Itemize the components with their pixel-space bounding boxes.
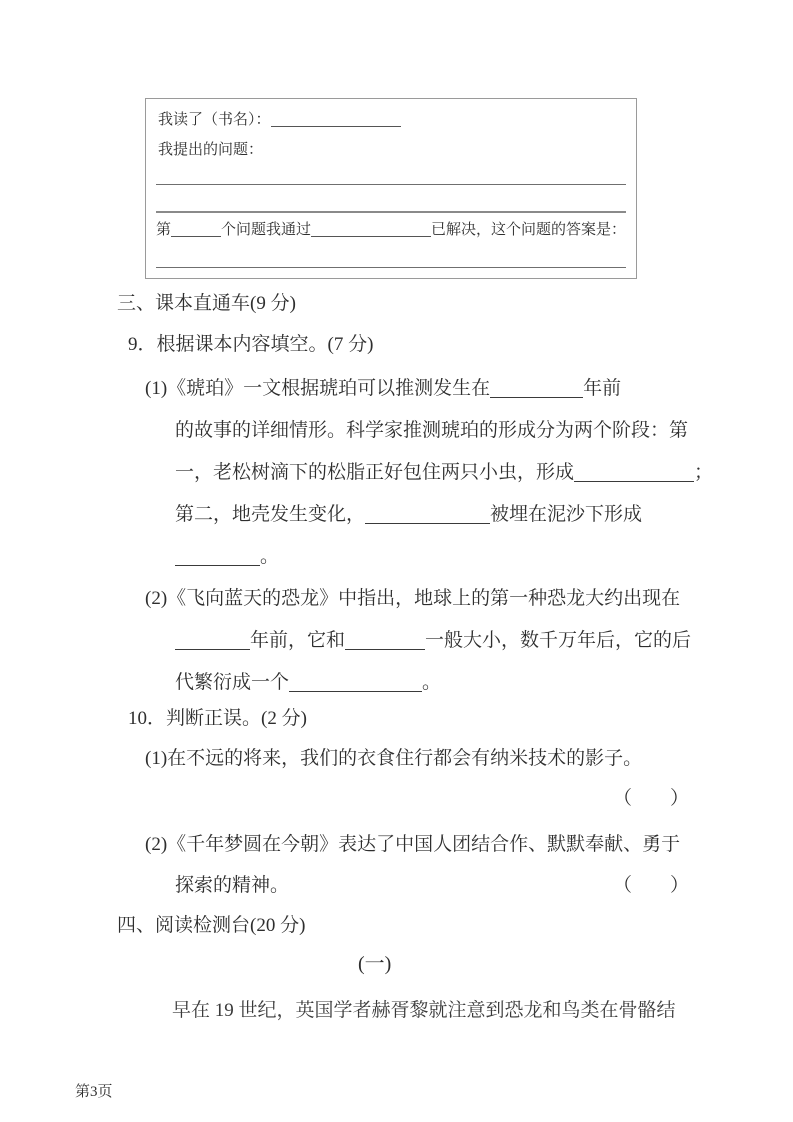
- box-read-line: [158, 109, 401, 131]
- passage-part-marker: (一): [358, 953, 392, 975]
- box-solve-line: [156, 219, 626, 241]
- section4-heading: 四、阅读检测台(20 分): [117, 915, 306, 936]
- fill-blank: [289, 689, 422, 692]
- q9-item1-line2: 的故事的详细情形。科学家推测琥珀的形成分为两个阶段：第: [175, 420, 689, 441]
- q9-item2-line3: 代繁衍成一个 。: [175, 672, 442, 693]
- reading-question-box: [145, 98, 637, 279]
- box-read-prefix: 我读了（书名）：: [158, 112, 271, 128]
- fill-blank: [171, 234, 221, 237]
- fill-blank: [345, 647, 425, 650]
- page-number: 第3页: [75, 1084, 113, 1100]
- fill-blank: [175, 563, 260, 566]
- fill-blank: [365, 521, 490, 524]
- fill-blank: [311, 234, 431, 237]
- item-label: (1): [145, 378, 168, 399]
- q9-item2-line1: (2)《飞向蓝天的恐龙》中指出，地球上的第一种恐龙大约出现在: [145, 588, 681, 609]
- q9-item1-line4: 第二，地壳发生变化， 被埋在泥沙下形成: [175, 504, 643, 525]
- question10-number: 10．: [128, 708, 167, 729]
- item-label: (2): [145, 834, 168, 855]
- item-label: (1): [145, 748, 168, 769]
- q10-item1-answer-paren: （ ）: [613, 788, 690, 809]
- fill-blank: [490, 395, 583, 398]
- rule-line: [156, 267, 626, 268]
- question9-title: 9．根据课本内容填空。(7 分): [128, 334, 374, 355]
- question10-title: 10．判断正误。(2 分): [128, 708, 307, 729]
- q9-item1-line3: 一，老松树滴下的松脂正好包住两只小虫，形成 ；: [175, 462, 714, 483]
- box-questions-text: 我提出的问题：: [158, 142, 264, 158]
- fill-blank: [574, 479, 694, 482]
- q9-item2-line2: 年前，它和 一般大小，数千万年后，它的后: [175, 628, 691, 654]
- rule-line: [156, 184, 626, 185]
- q10-item2-line1: (2)《千年梦圆在今朝》表达了中国人团结合作、默默奉献、勇于: [145, 834, 681, 855]
- question9-number: 9．: [128, 334, 157, 355]
- fill-blank: [175, 647, 250, 650]
- section3-heading: 三、课本直通车(9 分): [117, 293, 296, 314]
- box-solve-seg3: 已解决，这个问题的答案是：: [431, 222, 627, 238]
- rule-line: [156, 211, 626, 213]
- item-label: (2): [145, 588, 168, 609]
- fill-blank: [271, 124, 401, 127]
- passage-line1: 早在 19 世纪，英国学者赫胥黎就注意到恐龙和鸟类在骨骼结: [172, 1000, 676, 1021]
- q9-item1-line5: 。: [175, 544, 279, 570]
- box-solve-seg2: 个问题我通过: [221, 222, 312, 238]
- q10-item1-line1: (1)在不远的将来，我们的衣食住行都会有纳米技术的影子。: [145, 748, 643, 769]
- q10-item2-line2: 探索的精神。: [175, 875, 290, 896]
- q9-item1-line1: (1)《琥珀》一文根据琥珀可以推测发生在 年前: [145, 378, 622, 399]
- q10-item2-answer-paren: （ ）: [613, 875, 690, 896]
- box-solve-seg1: 第: [156, 222, 172, 238]
- box-questions-label: [158, 139, 263, 161]
